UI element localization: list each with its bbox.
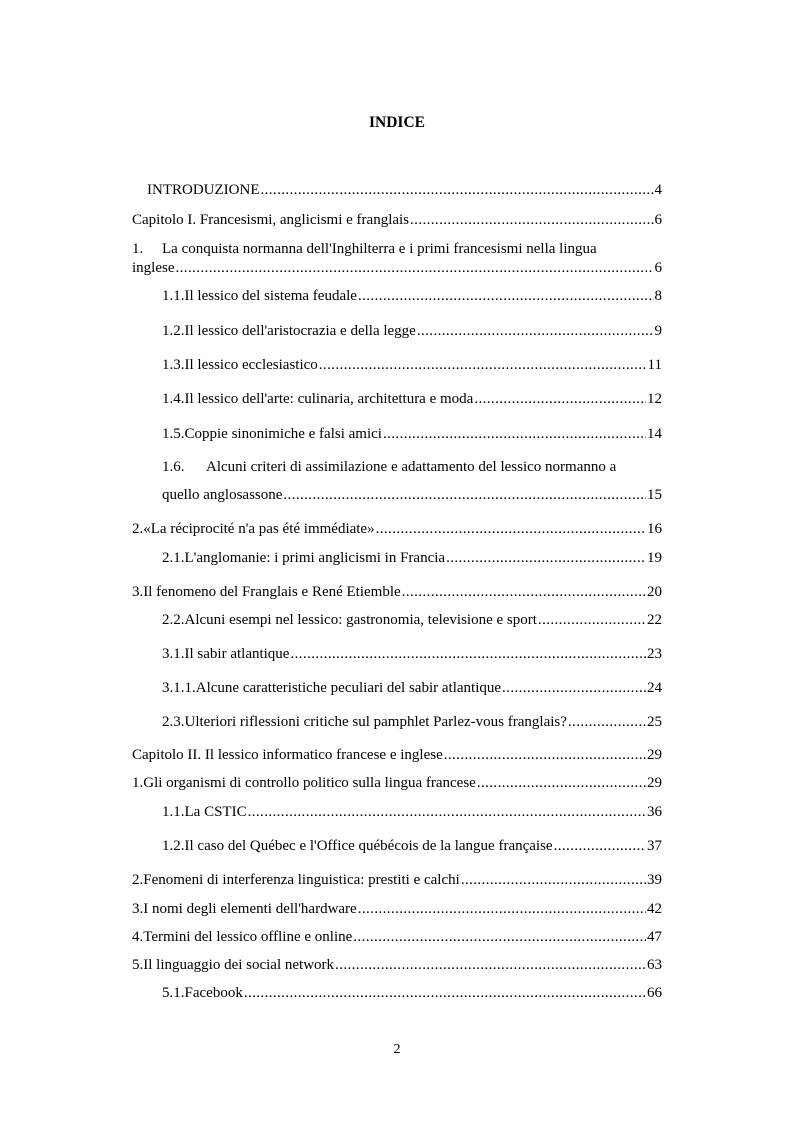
toc-entry-number: 2. (132, 521, 144, 537)
toc-entry[interactable] (132, 900, 662, 918)
leader-dots (568, 713, 646, 731)
toc-entry-label: Il linguaggio dei social network (143, 957, 335, 973)
toc-entry-page: 37 (647, 838, 662, 854)
toc-entry-label: Termini del lessico offline e online (143, 929, 353, 945)
toc-entry-label: inglese (132, 260, 175, 276)
toc-entry-label: Capitolo II. Il lessico informatico francese e inglese (132, 747, 443, 763)
toc-entry-number: 5. (132, 957, 144, 973)
toc-entry-page: 25 (647, 714, 662, 730)
toc-entry-label: Coppie sinonimiche e falsi amici (184, 426, 382, 442)
leader-dots (176, 259, 654, 277)
toc-entry-page: 6 (654, 260, 662, 276)
toc-entry-line (132, 240, 597, 258)
toc-entry-number: 3.1. (162, 646, 185, 662)
leader-dots (474, 390, 646, 408)
toc-entry-number: 3. (132, 584, 144, 600)
toc-entry[interactable] (132, 259, 662, 277)
toc-entry-page: 29 (647, 747, 662, 763)
toc-entry-number: 1.5. (162, 426, 185, 442)
toc-entry[interactable] (162, 425, 662, 443)
toc-entry[interactable] (162, 549, 662, 567)
toc-entry-page: 4 (654, 182, 662, 198)
toc-entry-number: 1.1. (162, 288, 185, 304)
toc-entry-label: quello anglosassone (162, 487, 283, 503)
leader-dots (477, 774, 646, 792)
toc-entry-page: 20 (647, 584, 662, 600)
toc-entry-label: Il lessico del sistema feudale (184, 288, 357, 304)
leader-dots (538, 611, 646, 629)
leader-dots (502, 679, 646, 697)
toc-entry[interactable] (132, 928, 662, 946)
toc-entry-label: Il lessico dell'arte: culinaria, architettura e moda (184, 391, 474, 407)
toc-entry[interactable] (162, 803, 662, 821)
leader-dots (410, 211, 653, 229)
toc-entry[interactable] (162, 713, 662, 731)
toc-entry-page: 47 (647, 929, 662, 945)
toc-entry-label: Alcune caratteristiche peculiari del sabir atlantique (195, 680, 502, 696)
toc-entry-label: INTRODUZIONE (147, 182, 260, 198)
toc-entry[interactable] (162, 356, 662, 374)
leader-dots (248, 803, 646, 821)
toc-entry[interactable] (132, 583, 662, 601)
leader-dots (283, 486, 646, 504)
toc-entry[interactable] (132, 956, 662, 974)
toc-entry[interactable] (132, 520, 662, 538)
leader-dots (446, 549, 646, 567)
toc-entry-page: 36 (647, 804, 662, 820)
toc-entry-number: 1.6. (162, 459, 185, 475)
toc-entry-page: 23 (647, 646, 662, 662)
toc-entry[interactable] (162, 679, 662, 697)
toc-entry-number: 1.3. (162, 357, 185, 373)
toc-entry[interactable] (162, 837, 662, 855)
page-title: INDICE (369, 114, 425, 131)
toc-entry-label: Alcuni criteri di assimilazione e adattamento del lessico normanno a (206, 459, 617, 475)
toc-entry-number: 4. (132, 929, 144, 945)
toc-entry-label: La CSTIC (184, 804, 247, 820)
toc-entry-number: 2.2. (162, 612, 185, 628)
toc-entry-number: 1.2. (162, 323, 185, 339)
toc-entry-page: 66 (647, 985, 662, 1001)
toc-entry-label: «La réciprocité n'a pas été immédiate» (143, 521, 375, 537)
toc-entry-label: Fenomeni di interferenza linguistica: prestiti e calchi (143, 872, 460, 888)
toc-entry-page: 29 (647, 775, 662, 791)
toc-entry-page: 63 (647, 957, 662, 973)
toc-entry[interactable] (132, 211, 662, 229)
leader-dots (260, 181, 653, 199)
toc-entry-page: 6 (654, 212, 662, 228)
toc-entry-number: 3.1.1. (162, 680, 196, 696)
leader-dots (376, 520, 646, 538)
toc-entry-page: 24 (647, 680, 662, 696)
toc-entry-page: 15 (647, 487, 662, 503)
toc-entry-label: Il sabir atlantique (184, 646, 290, 662)
toc-entry-number: 2.1. (162, 550, 185, 566)
toc-entry-page: 22 (647, 612, 662, 628)
toc-entry[interactable] (162, 611, 662, 629)
leader-dots (290, 645, 646, 663)
toc-entry[interactable] (132, 871, 662, 889)
page-number: 2 (393, 1042, 401, 1057)
toc-entry[interactable] (162, 486, 662, 504)
toc-entry-number: 1.2. (162, 838, 185, 854)
toc-entry[interactable] (162, 984, 662, 1002)
leader-dots (358, 287, 654, 305)
toc-entry[interactable] (132, 774, 662, 792)
leader-dots (417, 322, 654, 340)
toc-entry-label: Gli organismi di controllo politico sulla lingua francese (143, 775, 476, 791)
toc-entry-number: 3. (132, 901, 144, 917)
toc-entry-number: 2. (132, 872, 144, 888)
toc-entry-page: 14 (647, 426, 662, 442)
toc-entry-label: L'anglomanie: i primi anglicismi in Francia (184, 550, 446, 566)
toc-entry-label: Il lessico ecclesiastico (184, 357, 318, 373)
toc-entry-number: 1. (132, 241, 144, 257)
toc-entry-line (162, 458, 616, 476)
leader-dots (444, 746, 646, 764)
toc-entry-page: 8 (654, 288, 662, 304)
toc-entry-page: 11 (647, 357, 662, 373)
toc-entry[interactable] (132, 746, 662, 764)
toc-entry-label: Il lessico dell'aristocrazia e della legge (184, 323, 416, 339)
toc-entry-number: 1.1. (162, 804, 185, 820)
leader-dots (335, 956, 646, 974)
toc-entry-page: 12 (647, 391, 662, 407)
leader-dots (402, 583, 646, 601)
toc-entry[interactable] (147, 181, 662, 199)
toc-entry-number: 1.4. (162, 391, 185, 407)
toc-entry-number: 2.3. (162, 714, 185, 730)
leader-dots (383, 425, 646, 443)
toc-entry-number: 1. (132, 775, 144, 791)
toc-entry-label: Capitolo I. Francesismi, anglicismi e franglais (132, 212, 410, 228)
leader-dots (358, 900, 646, 918)
leader-dots (353, 928, 646, 946)
toc-entry-page: 39 (647, 872, 662, 888)
leader-dots (244, 984, 646, 1002)
toc-entry[interactable] (162, 322, 662, 340)
leader-dots (319, 356, 647, 374)
toc-entry-label: Alcuni esempi nel lessico: gastronomia, televisione e sport (184, 612, 537, 628)
toc-entry-page: 9 (654, 323, 662, 339)
toc-entry-label: Il caso del Québec e l'Office québécois de la langue française (184, 838, 553, 854)
toc-entry-page: 16 (647, 521, 662, 537)
toc-entry-label: Facebook (184, 985, 243, 1001)
toc-entry-number: 5.1. (162, 985, 185, 1001)
toc-entry-label: La conquista normanna dell'Inghilterra e i primi francesismi nella lingua (162, 241, 597, 257)
toc-entry-page: 19 (647, 550, 662, 566)
toc-entry[interactable] (162, 645, 662, 663)
toc-entry-page: 42 (647, 901, 662, 917)
leader-dots (461, 871, 646, 889)
toc-entry-label: Il fenomeno del Franglais e René Etiemble (143, 584, 401, 600)
toc-entry-label: Ulteriori riflessioni critiche sul pamphlet Parlez-vous franglais? (184, 714, 567, 730)
toc-entry[interactable] (162, 390, 662, 408)
toc-entry[interactable] (162, 287, 662, 305)
toc-entry-label: I nomi degli elementi dell'hardware (143, 901, 357, 917)
leader-dots (554, 837, 646, 855)
